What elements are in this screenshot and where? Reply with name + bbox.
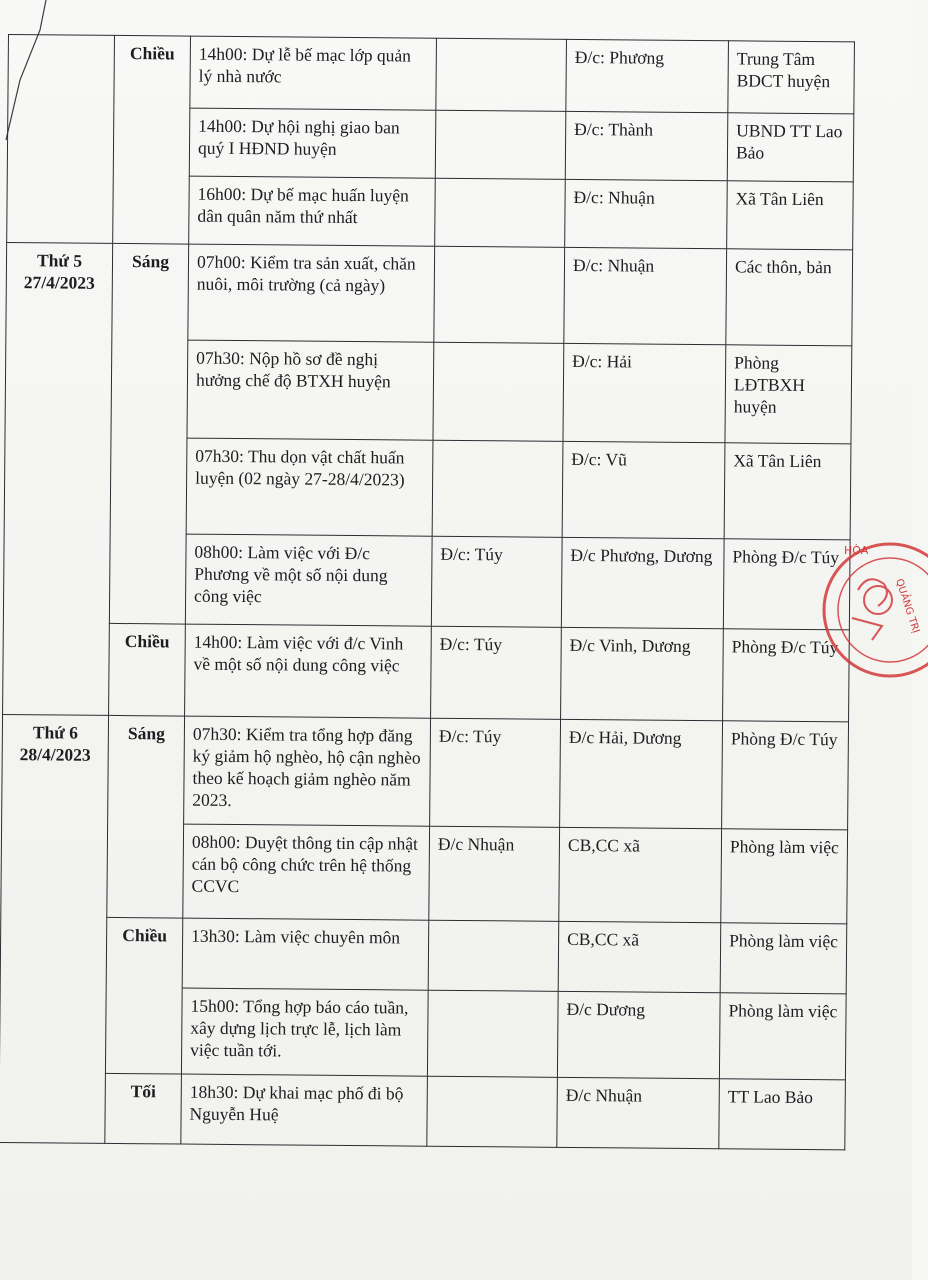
session-cell: Chiều <box>109 623 186 716</box>
red-seal-stamp <box>818 520 928 680</box>
day-date <box>17 41 106 42</box>
location-cell: Phòng LĐTBXH huyện <box>725 345 852 444</box>
participants-cell: Đ/c Phương, Dương <box>561 537 724 628</box>
table-row <box>2 714 849 829</box>
day-cell <box>7 35 115 244</box>
day-cell <box>0 714 109 1143</box>
participants-cell: Đ/c: Hải <box>563 343 726 442</box>
location-cell: UBND TT Lao Bảo <box>727 113 854 182</box>
table-row <box>6 242 853 345</box>
seal-text-right: QUẢNG TRỊ <box>893 577 922 635</box>
location-cell: Phòng làm việc <box>719 993 846 1080</box>
seal-text-top: HÒA <box>844 544 869 557</box>
participants-cell: Đ/c Hải, Dương <box>560 719 723 828</box>
content-cell: 13h30: Làm việc chuyên môn <box>182 918 429 990</box>
location-cell: Phòng Đ/c Túy <box>722 721 849 830</box>
lead-cell <box>435 110 566 179</box>
location-cell: Phòng Đ/c Túy <box>723 539 850 630</box>
content-cell: 07h30: Kiểm tra tổng hợp đăng ký giảm hộ nghèo, hộ cận nghèo theo kế hoạch giảm nghèo năm 2023. <box>184 716 431 826</box>
lead-cell <box>428 920 559 991</box>
lead-cell <box>433 342 564 441</box>
session-cell: Sáng <box>107 715 185 918</box>
location-cell: TT Lao Bảo <box>719 1079 846 1150</box>
participants-cell: Đ/c: Thành <box>565 111 728 180</box>
lead-cell <box>436 38 567 111</box>
participants-cell: Đ/c: Vũ <box>562 441 725 538</box>
content-cell: 14h00: Làm việc với đ/c Vinh về một số nội dung công việc <box>185 624 432 718</box>
session-cell: Chiều <box>105 917 182 1074</box>
lead-cell: Đ/c: Túy <box>431 536 562 627</box>
day-date: 27/4/2023 <box>23 272 95 293</box>
session-cell: Tối <box>105 1073 182 1144</box>
session-cell: Chiều <box>113 35 191 244</box>
content-cell: 14h00: Dự hội nghị giao ban quý I HĐND huyện <box>189 108 436 178</box>
content-cell: 08h00: Duyệt thông tin cập nhật cán bộ công chức trên hệ thống CCVC <box>183 824 430 920</box>
table-row <box>0 1072 845 1149</box>
participants-cell: CB,CC xã <box>558 921 721 992</box>
location-cell: Phòng làm việc <box>721 829 848 924</box>
day-label: Thứ 6 <box>32 722 79 743</box>
day-label <box>17 41 106 42</box>
content-cell: 07h30: Nộp hồ sơ đề nghị hưởng chế độ BTXH huyện <box>187 340 434 440</box>
day-label: Thứ 5 <box>36 250 83 271</box>
lead-cell <box>432 440 563 537</box>
participants-cell: Đ/c: Nhuận <box>564 247 727 344</box>
day-date: 28/4/2023 <box>19 744 91 765</box>
session-cell: Sáng <box>109 243 188 624</box>
table-row <box>3 622 850 721</box>
location-cell: Xã Tân Liên <box>724 443 851 540</box>
day-cell <box>3 242 113 715</box>
content-cell: 18h30: Dự khai mạc phố đi bộ Nguyễn Huệ <box>181 1074 428 1146</box>
location-cell: Trung Tâm BDCT huyện <box>728 41 855 114</box>
lead-cell <box>427 990 558 1077</box>
content-cell: 15h00: Tổng hợp báo cáo tuần, xây dựng lịch trực lễ, lịch làm việc tuần tới. <box>181 988 428 1076</box>
participants-cell: CB,CC xã <box>559 827 722 922</box>
table-row <box>0 916 847 993</box>
schedule-table <box>0 34 855 1150</box>
lead-cell <box>427 1076 558 1147</box>
participants-cell: Đ/c: Nhuận <box>565 179 728 248</box>
location-cell: Các thôn, bản <box>726 249 853 346</box>
participants-cell: Đ/c Vinh, Dương <box>561 627 724 720</box>
lead-cell: Đ/c Nhuận <box>429 826 560 921</box>
content-cell: 07h00: Kiểm tra sản xuất, chăn nuôi, môi trường (cả ngày) <box>188 244 435 342</box>
table-row <box>8 35 855 114</box>
participants-cell: Đ/c Nhuận <box>557 1077 720 1148</box>
content-cell: 14h00: Dự lễ bế mạc lớp quản lý nhà nước <box>190 36 437 110</box>
participants-cell: Đ/c: Phương <box>566 39 729 112</box>
lead-cell <box>435 178 566 247</box>
content-cell: 07h30: Thu dọn vật chất huấn luyện (02 ngày 27-28/4/2023) <box>186 438 433 536</box>
lead-cell <box>434 246 565 343</box>
schedule-body <box>0 35 854 1150</box>
location-cell: Phòng Đ/c Túy <box>723 629 850 722</box>
lead-cell: Đ/c: Túy <box>430 718 561 827</box>
content-cell: 08h00: Làm việc với Đ/c Phương về một số nội dung công việc <box>185 534 432 626</box>
location-cell: Phòng làm việc <box>720 923 847 994</box>
participants-cell: Đ/c Dương <box>557 991 720 1078</box>
content-cell: 16h00: Dự bế mạc huấn luyện dân quân năm thứ nhất <box>189 176 436 246</box>
lead-cell: Đ/c: Túy <box>431 626 562 719</box>
location-cell: Xã Tân Liên <box>727 181 854 250</box>
